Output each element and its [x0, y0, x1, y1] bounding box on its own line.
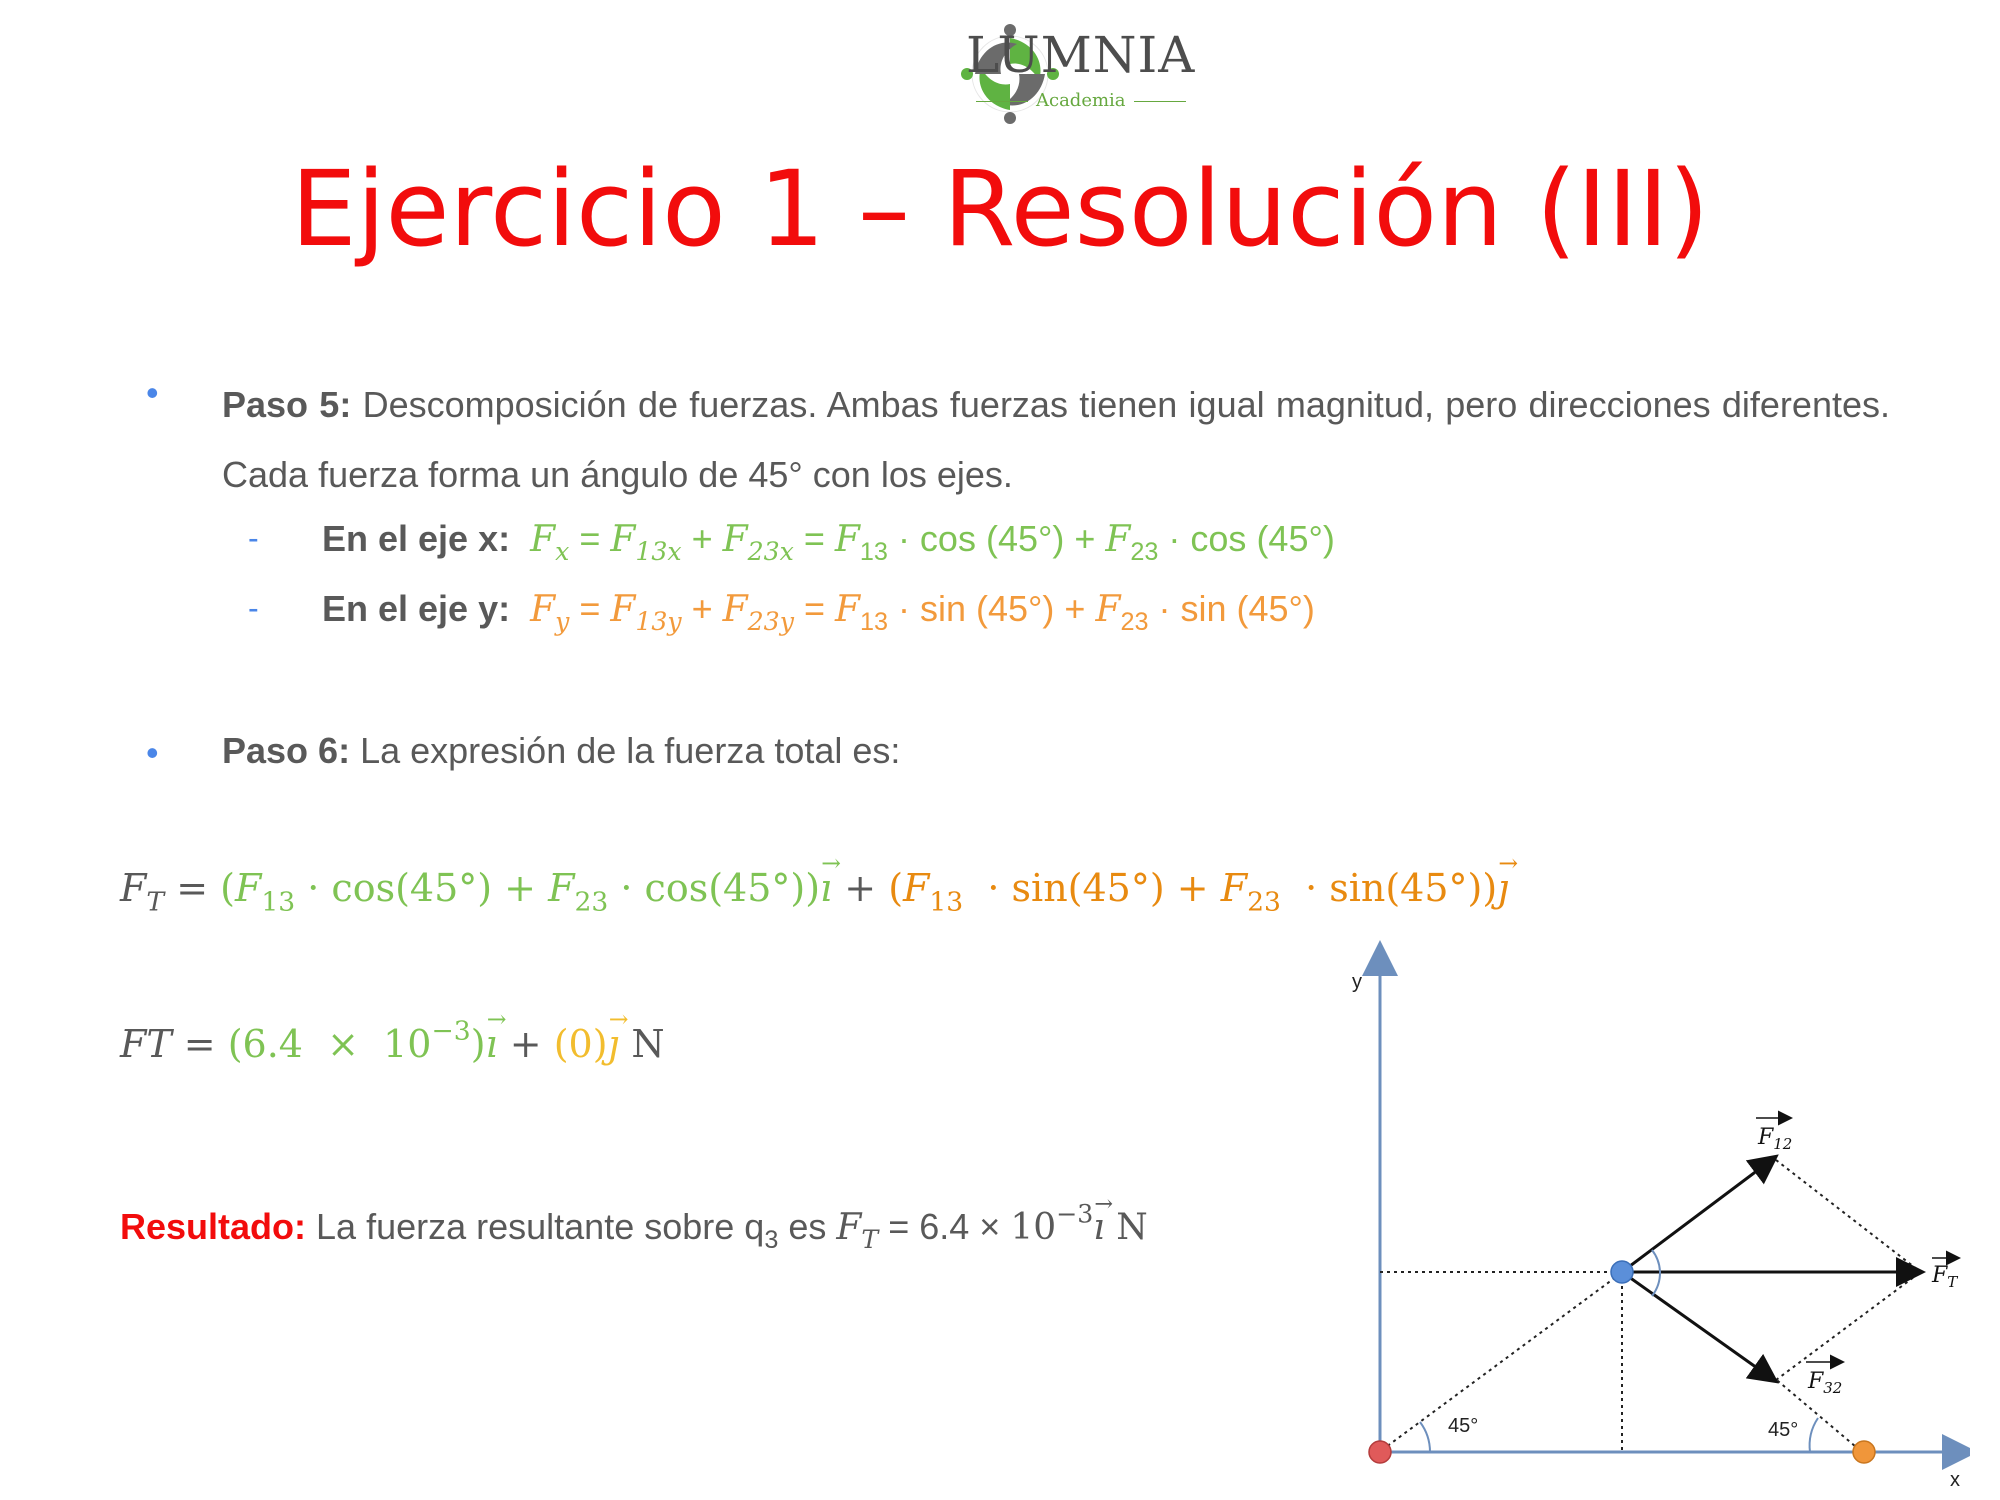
result-text: La fuerza resultante sobre q	[316, 1206, 765, 1247]
charge-q3	[1611, 1261, 1633, 1283]
slide-title: Ejercicio 1 – Resolución (III)	[290, 148, 1710, 270]
label-f12: $F_{12}$	[1758, 1125, 1793, 1153]
result-es: es	[788, 1206, 827, 1247]
dash-icon: -	[248, 520, 259, 556]
paso6-label: Paso 6:	[222, 730, 351, 771]
vector-f32	[1622, 1272, 1774, 1380]
equation-eje-y	[322, 588, 1315, 636]
label-ft: $F_T$	[1932, 1263, 1958, 1291]
x-axis-label: x	[1950, 1469, 1960, 1491]
paso5-text: Descomposición de fuerzas. Ambas fuerzas tienen igual magnitud, pero direcciones diferentes. Cada fuerza forma un ángulo de 45° con los ejes.	[222, 384, 1890, 495]
result-label: Resultado:	[120, 1206, 307, 1247]
eje-y-label: En el eje y:	[322, 588, 511, 629]
force-diagram	[1310, 940, 1970, 1495]
brand-name: LUMNIA	[966, 26, 1196, 84]
total-force-value: FT = $(6.4 \times 10^{-3})\to$ ı + (0)→ ȷ N	[120, 1022, 665, 1066]
result-unit: N	[1116, 1207, 1148, 1248]
total-force-expression: $F_T = (F_{13} \cdot \cos(45^\circ) + F_{23} \cdot \cos(45^\circ))\to$ ı + $(F_{13} \cdot \sin(45^\circ) + F_{23} \cdot \sin(45^\circ))\to$ ȷ	[120, 866, 1509, 910]
eje-y-formula: $F_y = F_{13y} + F_{23y} = F_{13} \cdot \sin (45^\circ) + F_{23} \cdot \sin (45^\circ)$	[530, 588, 1315, 636]
result-sub: 3	[764, 1225, 779, 1254]
dash-icon: -	[248, 590, 259, 626]
vector-f12	[1622, 1158, 1774, 1272]
brand-tagline: Academia	[968, 90, 1194, 111]
angle-left-label: 45°	[1448, 1415, 1479, 1437]
bullet-icon: •	[146, 372, 159, 413]
bullet-icon: •	[146, 732, 159, 773]
equation-eje-x	[322, 518, 1335, 566]
result-value: = 6.4 ×	[888, 1206, 1011, 1247]
label-f32: $F_{32}$	[1808, 1369, 1843, 1397]
result-line: Resultado: La fuerza resultante sobre $q_3$ es $F_T = 6.4 \times 10^{-3}\to$ ı N	[120, 1206, 1148, 1248]
paso6-paragraph	[222, 730, 900, 772]
charge-q1	[1369, 1441, 1391, 1463]
y-axis-label: y	[1352, 971, 1362, 993]
paso5-paragraph	[222, 370, 1890, 510]
paso6-text: La expresión de la fuerza total es:	[360, 730, 901, 771]
paso5-label: Paso 5:	[222, 384, 352, 425]
eje-x-label: En el eje x:	[322, 518, 511, 559]
charge-q2	[1853, 1441, 1875, 1463]
angle-right-label: 45°	[1768, 1419, 1799, 1441]
eje-x-formula: $F_x = F_{13x} + F_{23x} = F_{13} \cdot \cos (45^\circ) + F_{23} \cdot \cos (45^\circ)$	[530, 518, 1335, 566]
